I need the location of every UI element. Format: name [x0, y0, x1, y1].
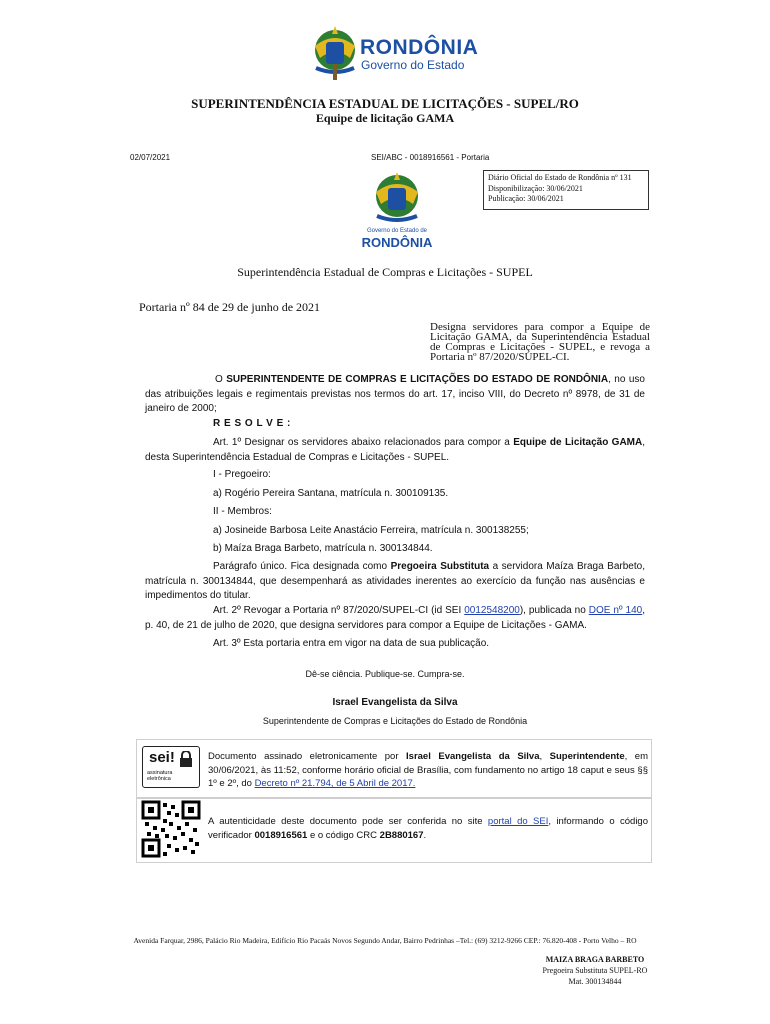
sei-logo-text: sei! [149, 749, 175, 766]
list-item: II - Membros: [213, 506, 272, 517]
list-item: a) Rogério Pereira Santana, matrícula n. 300109135. [213, 488, 449, 499]
art2: Art. 2º Revogar a Portaria nº 87/2020/SUPEL-CI (id SEI 0012548200), publicada no DOE nº 140, p. 40, de 21 de julho de 2020, que designa servidores para compor a Equipe de Licitações - GAMA. [145, 605, 645, 631]
brand-subtitle: Governo do Estado [361, 58, 465, 72]
portal-sei-link[interactable]: portal do SEI [487, 816, 549, 827]
footer-signer-name: MAIZA BRAGA BARBETO [545, 955, 645, 964]
org-subtitle: Equipe de licitação GAMA [315, 111, 455, 125]
diario-line: Disponibilização: 30/06/2021 [488, 183, 583, 193]
diario-line: Diário Oficial do Estado de Rondônia nº 131 [488, 173, 632, 182]
signer-role: Superintendente de Compras e Licitações do Estado de Rondônia [262, 716, 528, 726]
resolve-heading: R E S O L V E : [213, 418, 291, 429]
org-title: SUPERINTENDÊNCIA ESTADUAL DE LICITAÇÕES - SUPEL/RO [191, 96, 579, 111]
sei-id-link[interactable]: 0012548200 [464, 605, 520, 616]
sei-signature-text: Documento assinado eletronicamente por Israel Evangelista da Silva, Superintendente, em 30/06/2021, às 11:52, conforme horário oficial de Brasília, com fundamento no artigo 18 caput e seus §§ 1º e 2º, do Decreto nº 21.794, de 5 Abril de 2017. [208, 751, 648, 789]
doe-link[interactable]: DOE nº 140 [588, 605, 643, 616]
qr-verification-text: A autenticidade deste documento pode ser conferida no site portal do SEI, informando o código verificador 0018916561 e o código CRC 2B880167. [208, 816, 648, 841]
diario-box [483, 170, 649, 210]
diario-line: Publicação: 30/06/2021 [488, 194, 564, 203]
inner-logo-big: RONDÔNIA [361, 235, 433, 250]
art3: Art. 3º Esta portaria entra em vigor na data de sua publicação. [213, 638, 490, 649]
inner-logo-small: Governo do Estado de [366, 228, 428, 234]
footer-signer-role: Pregoeira Substituta SUPEL-RO [542, 966, 648, 975]
art1: Art. 1º Designar os servidores abaixo relacionados para compor a Equipe de Licitação GAMA, desta Superintendência Estadual de Compras e Licitações - SUPEL. [145, 437, 645, 463]
qr-code-icon [141, 800, 201, 858]
footer-signer-mat: Mat. 300134844 [568, 977, 622, 986]
state-crest-icon [310, 24, 360, 82]
list-item: a) Josineide Barbosa Leite Anastácio Ferreira, matrícula n. 300138255; [213, 525, 529, 536]
brand-name: RONDÔNIA [360, 36, 479, 59]
inner-crest-icon [370, 170, 424, 226]
list-item: I - Pregoeiro: [213, 469, 271, 480]
portaria-title: Portaria nº 84 de 29 de junho de 2021 [139, 300, 321, 314]
agency-name: Superintendência Estadual de Compras e Licitações - SUPEL [237, 265, 533, 279]
paragrafo-unico: Parágrafo único. Fica designada como Pregoeira Substituta a servidora Maíza Braga Barbeto, matrícula n. 300134844, que desempenhará as atividades inerentes ao exercício da função nas ausências e impedimentos do titular. [145, 561, 645, 601]
closing: Dê-se ciência. Publique-se. Cumpra-se. [305, 669, 465, 679]
footer-address: Avenida Farquar, 2986, Palácio Rio Madeira, Edifício Rio Pacaás Novos Segundo Andar, Bairro Pedrinhas –Tel.: (69) 3212-9266 CEP.: 76.820-408 - Porto Velho – RO [133, 936, 637, 945]
lock-icon [179, 751, 193, 767]
preamble: O SUPERINTENDENTE DE COMPRAS E LICITAÇÕES DO ESTADO DE RONDÔNIA, no uso das atribuições legais e regimentais previstas nos termos do art. 17, inciso VIII, do Decreto nº 8978, de 31 de janeiro de 2000; [145, 374, 645, 414]
list-item: b) Maíza Braga Barbeto, matrícula n. 300134844. [213, 543, 433, 554]
decreto-link[interactable]: Decreto nº 21.794, de 5 Abril de 2017. [254, 778, 416, 789]
ementa: Designa servidores para compor a Equipe de Licitação GAMA, da Superintendência Estadual de Compras e Licitações - SUPEL, e revoga a Portaria nº 87/2020/SUPEL-CI. [430, 321, 650, 363]
print-doc-ref: SEI/ABC - 0018916561 - Portaria [371, 153, 490, 162]
print-date: 02/07/2021 [130, 153, 171, 162]
sei-logo-sub: assinatura eletrônica [147, 770, 173, 782]
signer-name: Israel Evangelista da Silva [332, 697, 458, 708]
sei-logo-icon [142, 746, 200, 788]
